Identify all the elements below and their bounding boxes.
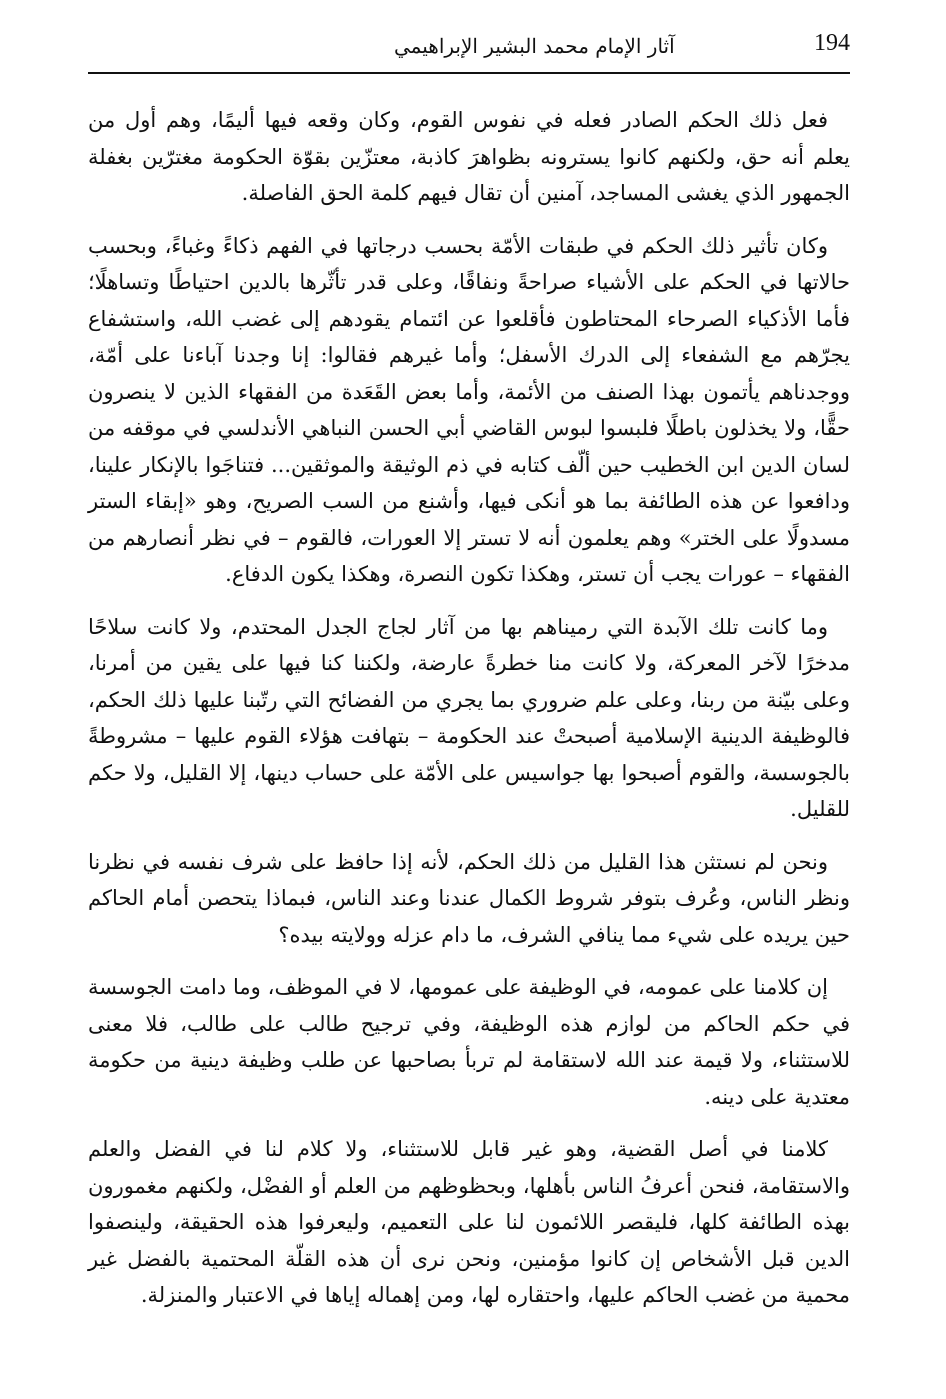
paragraph: وما كانت تلك الآبدة التي رميناهم بها من آثار لجاج الجدل المحتدم، ولا كانت سلاحًا مدخرًا لآخر المعركة، ولا كانت منا خطرةً عارضة، ولكننا كنا فيها على يقين من أمرنا، وعلى بيّنة من ربنا، وعلى علم ضروري بما يجري من الفضائح التي رتّبنا عليها ذلك الحكم، فالوظيفة الدينية الإسلامية أصبحتْ عند الحكومة – بتهافت هؤلاء القوم عليها – مشروطةً بالجوسسة، والقوم أصبحوا بها جواسيس على الأمّة على حساب دينها، إلا القليل، ولا حكم للقليل. bbox=[88, 614, 850, 821]
page-number: 194 bbox=[814, 30, 850, 56]
paragraph: إن كلامنا على عمومه، في الوظيفة على عمومها، لا في الموظف، وما دامت الجوسسة في حكم الحاكم من لوازم هذه الوظيفة، وفي ترجيح طالب على طالب، فلا معنى للاستثناء، ولا قيمة عند الله لاستقامة لم تربأ بصاحبها عن طلب وظيفة دينية من حكومة معتدية على دينه. bbox=[88, 975, 850, 1109]
page-header bbox=[88, 28, 850, 74]
paragraph: ونحن لم نستثن هذا القليل من ذلك الحكم، لأنه إذا حافظ على شرف نفسه في نظرنا ونظر الناس، وعُرف بتوفر شروط الكمال عندنا وعند الناس، فبماذا يتحصن أمام الحاكم حين يريده على شيء مما ينافي الشرف، ما دام عزله وولايته بيده؟ bbox=[88, 849, 850, 947]
paragraph: وكان تأثير ذلك الحكم في طبقات الأمّة بحسب درجاتها في الفهم ذكاءً وغباءً، وبحسب حالاتها في الحكم على الأشياء صراحةً ونفاقًا، وعلى قدر تأثّرها بالدين احتياطًا وتساهلًا؛ فأما الأذكياء الصرحاء المحتاطون فأقلعوا عن ائتمام يقودهم إلى غضب الله، واستشفاع يجرّهم مع الشفعاء إلى الدرك الأسفل؛ وأما غيرهم فقالوا: إنا وجدنا آباءنا على أمّة، ووجدناهم يأتمون بهذا الصنف من الأئمة، وأما بعض القَعَدة من الفقهاء الذين لا ينصرون حقًّا، ولا يخذلون باطلًا فلبسوا لبوس القاضي أبي الحسن النباهي الأندلسي في موقفه من لسان الدين ابن الخطيب حين ألّف كتابه في ذم الوثيقة والموثقين... فتناجَوا بالإنكار علينا، ودافعوا عن هذه الطائفة بما هو أنكى فيها، وأشنع من السب الصريح، وهو «إبقاء الستر مسدولًا على الختر» وهم يعلمون أنه لا تستر إلا العورات، فالقوم – في نظر أنصارهم من الفقهاء – عورات يجب أن تستر، وهكذا تكون النصرة، وهكذا يكون الدفاع. bbox=[88, 233, 850, 586]
paragraph: كلامنا في أصل القضية، وهو غير قابل للاستثناء، ولا كلام لنا في الفضل والعلم والاستقامة، فنحن أعرفُ الناس بأهلها، وبحظوظهم من العلم أو الفضْل، ولكنهم مغمورون بهذه الطائفة كلها، فليقصر اللائمون لنا على التعميم، وليعرفوا هذه الحقيقة، ولينصفوا الدين قبل الأشخاص إن كانوا مؤمنين، ونحن نرى أن هذه القلّة المحتمية بالفضل غير محمية من غضب الحاكم عليها، واحتقاره لها، ومن إهماله إياها في الاعتبار والمنزلة. bbox=[88, 1137, 850, 1307]
body-text bbox=[88, 102, 850, 1330]
paragraph: فعل ذلك الحكم الصادر فعله في نفوس القوم، وكان وقعه فيها أليمًا، وهم أول من يعلم أنه حق، ولكنهم كانوا يسترونه بظواهرَ كاذبة، معتزّين بقوّة الحكومة مغترّين بغفلة الجمهور الذي يغشى المساجد، آمنين أن تقال فيهم كلمة الحق الفاصلة. bbox=[88, 108, 850, 205]
running-title: آثار الإمام محمد البشير الإبراهيمي bbox=[394, 34, 675, 58]
